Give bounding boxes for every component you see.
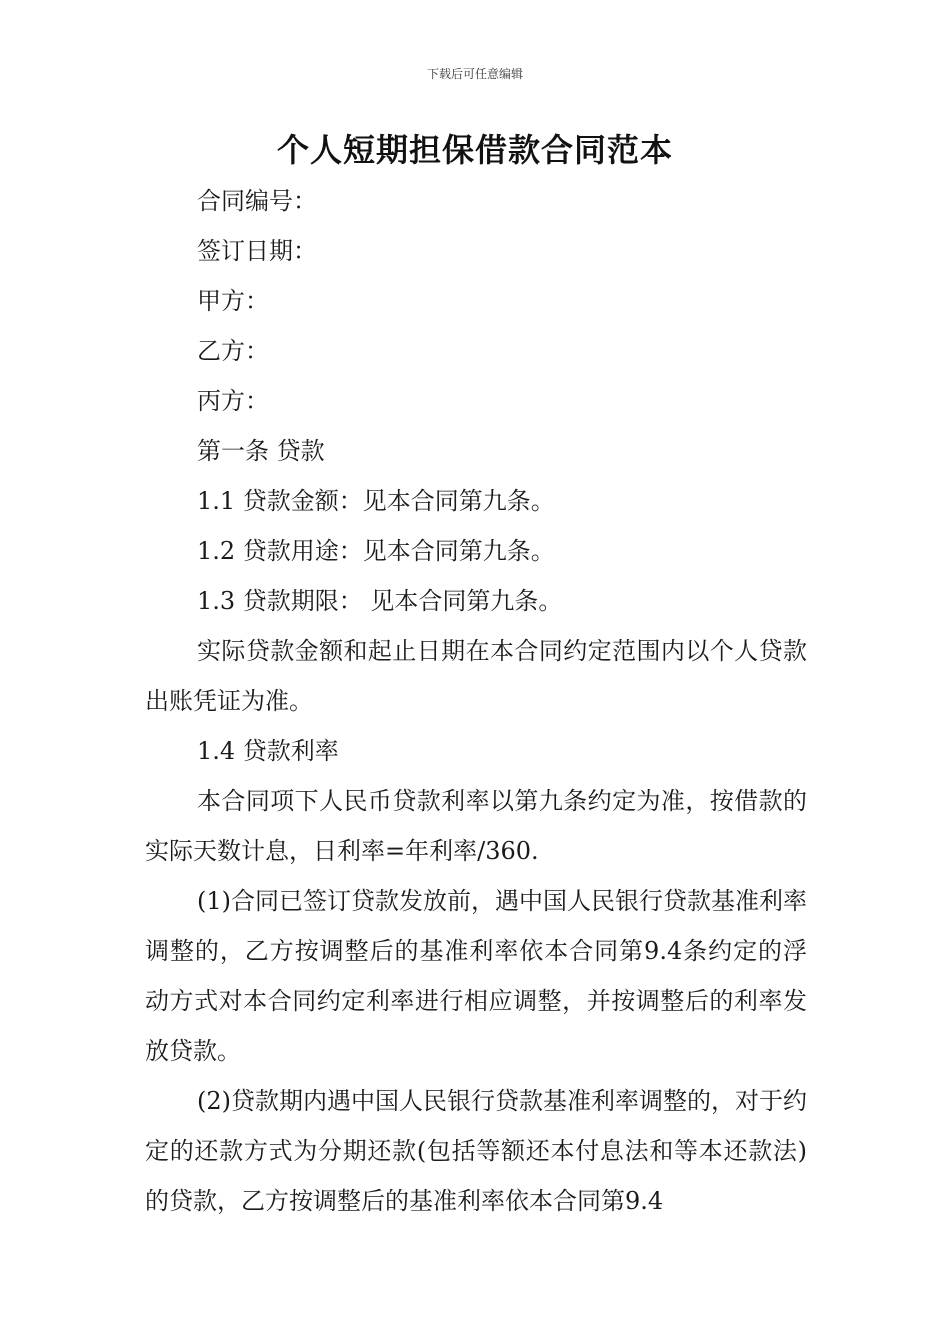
clause-1-4: 1.4 贷款利率 [197, 737, 339, 765]
document-title: 个人短期担保借款合同范本 [276, 131, 673, 169]
document-body [145, 176, 807, 1226]
paragraph-actual-amount: 实际贷款金额和起止日期在本合同约定范围内以个人贷款出账凭证为准。 [145, 637, 807, 715]
paragraph-subclause-2: (2)贷款期内遇中国人民银行贷款基准利率调整的，对于约定的还款方式为分期还款(包括等额还本付息法和等本还款法)的贷款，乙方按调整后的基准利率依本合同第9.4 [145, 1087, 807, 1215]
party-c-label: 丙方： [197, 387, 269, 415]
party-a-label: 甲方： [197, 287, 269, 315]
header-note: 下载后可任意编辑 [426, 67, 523, 81]
signing-date-label: 签订日期： [197, 237, 317, 265]
article-1-heading: 第一条 贷款 [197, 437, 325, 465]
party-b-label: 乙方： [197, 337, 269, 365]
paragraph-interest-rate: 本合同项下人民币贷款利率以第九条约定为准，按借款的实际天数计息，日利率=年利率/360. [145, 787, 807, 865]
clause-1-3: 1.3 贷款期限： 见本合同第九条。 [197, 587, 563, 615]
contract-number-label: 合同编号： [197, 187, 317, 215]
clause-1-1: 1.1 贷款金额：见本合同第九条。 [197, 487, 555, 515]
paragraph-subclause-1: (1)合同已签订贷款发放前，遇中国人民银行贷款基准利率调整的，乙方按调整后的基准利率依本合同第9.4条约定的浮动方式对本合同约定利率进行相应调整，并按调整后的利率发放贷款。 [145, 887, 807, 1065]
clause-1-2: 1.2 贷款用途：见本合同第九条。 [197, 537, 555, 565]
